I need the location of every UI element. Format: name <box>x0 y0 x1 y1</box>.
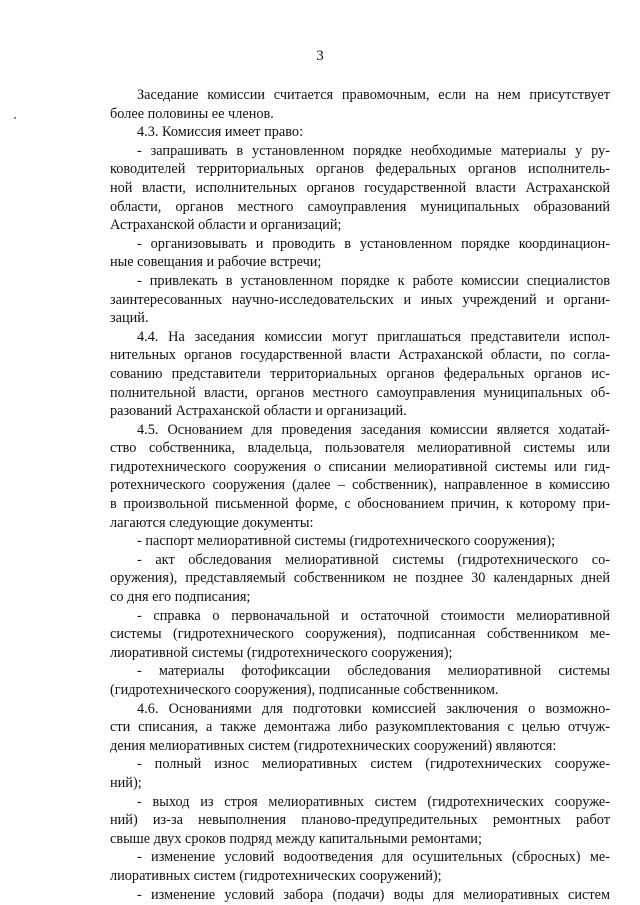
text-line: свыше двух сроков подряд между капитальными ремонтами; <box>110 830 482 847</box>
text-line: - изменение условий забора (подачи) воды для мелиоративных систем <box>137 886 610 903</box>
text-line: более половины ее членов. <box>110 105 274 122</box>
text-line: ководителей территориальных органов федеральных органов исполнитель- <box>110 161 610 178</box>
text-line: полнительной власти, органов местного самоуправления муниципальных об- <box>110 384 610 401</box>
text-line: области, органов местного самоуправления муниципальных образований <box>110 198 610 215</box>
document-body <box>110 86 610 904</box>
text-line: заинтересованных научно-исследовательских и иных учреждений и органи- <box>110 291 610 308</box>
text-line: лиоративной системы (гидротехнического сооружения); <box>110 644 453 661</box>
text-line: дения мелиоративных систем (гидротехнических сооружений) являются: <box>110 737 557 754</box>
text-line: в произвольной письменной форме, с обоснованием причин, к которому при- <box>110 496 610 513</box>
margin-mark <box>14 117 16 119</box>
text-line: - полный износ мелиоративных систем (гидротехнических сооруже- <box>137 756 610 773</box>
text-line: заций. <box>110 310 149 327</box>
text-line: лиоративных систем (гидротехнических сооружений); <box>110 867 442 884</box>
text-line: лагаются следующие документы: <box>110 514 314 531</box>
text-line: разований Астраханской области и организаций. <box>110 403 407 420</box>
text-line: гидротехнического сооружения о списании мелиоративной системы или гид- <box>110 458 610 475</box>
text-line: ные совещания и рабочие встречи; <box>110 254 322 271</box>
text-line: нительных органов государственной власти Астраханской области, по согла- <box>110 347 610 364</box>
text-line: - акт обследования мелиоративной системы (гидротехнического со- <box>137 551 610 568</box>
text-line: - выход из строя мелиоративных систем (гидротехнических сооруже- <box>137 793 610 810</box>
text-line: ротехнического сооружения (далее – собственник), направленное в комиссию <box>110 477 610 494</box>
text-line: 4.4. На заседания комиссии могут приглашаться представители испол- <box>137 328 610 345</box>
text-line: ной власти, исполнительных органов государственной власти Астраханской <box>110 179 610 196</box>
text-line: 4.6. Основаниями для подготовки комиссией заключения о возможно- <box>137 700 610 717</box>
text-line: Заседание комиссии считается правомочным, если на нем присутствует <box>137 87 610 103</box>
text-line: ство собственника, владельца, пользователя мелиоративной системы или <box>110 440 610 457</box>
text-line: - привлекать в установленном порядке к работе комиссии специалистов <box>137 272 610 289</box>
page-number: 3 <box>316 48 324 64</box>
text-line: - паспорт мелиоративной системы (гидротехнического сооружения); <box>137 533 556 550</box>
text-line: - запрашивать в установленном порядке необходимые материалы у ру- <box>137 142 610 159</box>
text-line: со дня его подписания; <box>110 589 251 606</box>
text-line: ний); <box>110 774 142 791</box>
text-line: - материалы фотофиксации обследования мелиоративной системы <box>137 663 610 680</box>
text-line: ний) из-за невыполнения планово-предупредительных ремонтных работ <box>110 812 610 829</box>
text-line: Астраханской области и организаций; <box>110 217 342 234</box>
text-line: 4.3. Комиссия имеет право: <box>137 124 304 141</box>
text-line: сованию представители территориальных органов федеральных органов ис- <box>110 365 610 382</box>
text-line: 4.5. Основанием для проведения заседания комиссии является ходатай- <box>137 421 610 438</box>
text-line: (гидротехнического сооружения), подписанные собственником. <box>110 682 499 698</box>
text-line: системы (гидротехнического сооружения), подписанная собственником ме- <box>110 626 610 643</box>
text-line: - изменение условий водоотведения для осушительных (сбросных) ме- <box>137 849 610 866</box>
text-line: - справка о первоначальной и остаточной стоимости мелиоративной <box>137 607 610 624</box>
text-line: сти списания, а также демонтажа либо разукомплектования с целью отчуж- <box>110 719 610 736</box>
text-line: оружения), представляемый собственником не позднее 30 календарных дней <box>110 570 610 587</box>
text-line: - организовывать и проводить в установленном порядке координацион- <box>137 235 610 252</box>
